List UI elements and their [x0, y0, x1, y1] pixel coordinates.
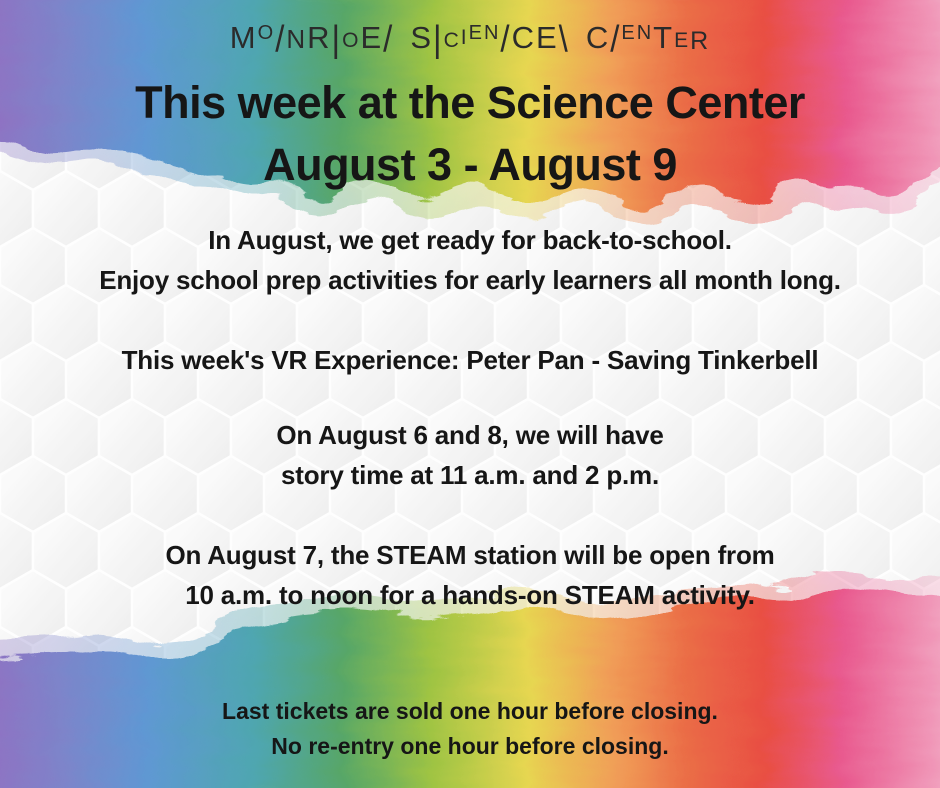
- paragraph-line: 10 a.m. to noon for a hands-on STEAM activity.: [185, 580, 755, 610]
- logo-letter: O: [257, 22, 276, 44]
- paragraph-line: story time at 11 a.m. and 2 p.m.: [281, 460, 659, 490]
- logo-letter: /: [383, 17, 395, 60]
- logo-letter: N: [286, 24, 308, 54]
- science-center-logo: [0, 17, 940, 64]
- logo-letter: [394, 35, 410, 53]
- logo-letter: |: [433, 17, 444, 60]
- logo-letter: R: [307, 20, 332, 55]
- paragraph-line: On August 7, the STEAM station will be open from: [165, 540, 775, 570]
- closing-notice-line: No re-entry one hour before closing.: [271, 733, 669, 759]
- paragraph-line: This week's VR Experience: Peter Pan - Saving Tinkerbell: [121, 345, 819, 375]
- logo-letter: E: [535, 20, 559, 55]
- logo-letter: [570, 35, 586, 53]
- closing-notice: [0, 694, 940, 764]
- logo-letter: N: [636, 22, 654, 44]
- paragraph-line: In August, we get ready for back-to-school.: [208, 225, 732, 255]
- logo-letter: N: [483, 22, 501, 44]
- paragraph-line: Enjoy school prep activities for early learners all month long.: [99, 265, 841, 295]
- logo-letter: C: [443, 29, 461, 52]
- logo-letter: E: [621, 22, 637, 44]
- logo-letter: M: [229, 20, 258, 55]
- logo-letter: O: [342, 29, 361, 52]
- page-title: [0, 72, 940, 196]
- paragraph-steam-station: [0, 535, 940, 615]
- logo-letter: R: [690, 27, 711, 55]
- title-line-1: This week at the Science Center: [135, 77, 805, 128]
- paragraph-line: On August 6 and 8, we will have: [276, 420, 664, 450]
- logo-letter: I: [460, 26, 469, 49]
- logo-letter: E: [468, 22, 484, 44]
- logo-letter: T: [653, 20, 675, 55]
- logo-letter: /: [500, 17, 512, 60]
- logo-letter: E: [360, 20, 384, 55]
- paragraph-back-to-school: [0, 220, 940, 300]
- paragraph-vr-experience: [0, 340, 940, 380]
- title-line-2: August 3 - August 9: [263, 139, 677, 190]
- logo-letter: C: [511, 20, 536, 55]
- logo-letter: /: [610, 17, 622, 60]
- closing-notice-line: Last tickets are sold one hour before closing.: [222, 698, 718, 724]
- paragraph-story-time: [0, 415, 940, 495]
- logo-letter: E: [674, 29, 691, 52]
- logo-letter: S: [410, 20, 433, 55]
- logo-letter: |: [331, 17, 343, 60]
- logo-letter: C: [585, 20, 611, 55]
- logo-letter: \: [558, 17, 570, 60]
- logo-letter: /: [275, 17, 287, 60]
